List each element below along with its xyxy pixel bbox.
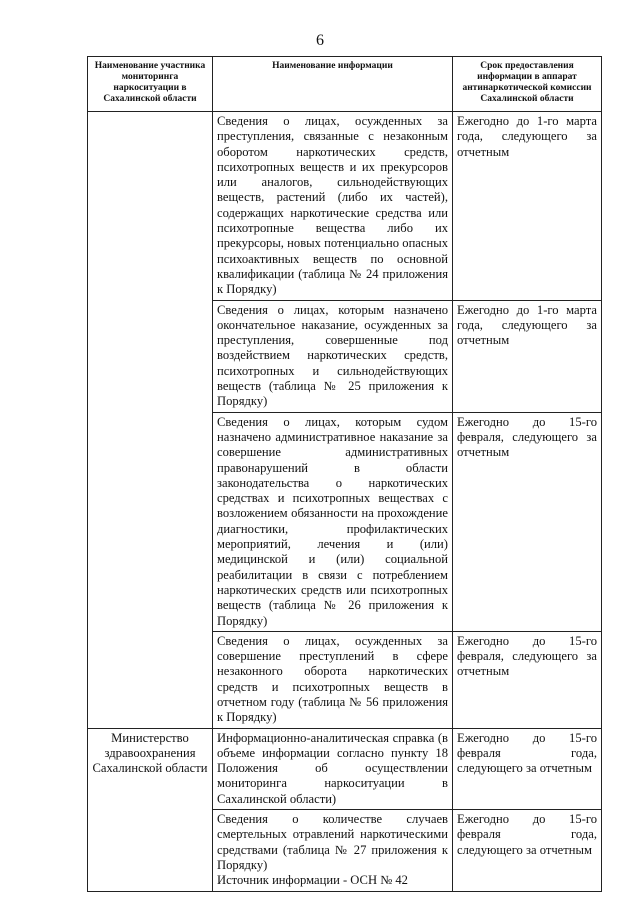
monitoring-table bbox=[87, 56, 602, 892]
participant-cell: Министерство здравоохранения Сахалинской области bbox=[88, 728, 213, 891]
table-row bbox=[88, 112, 602, 301]
info-text: Сведения о количестве случаев смертельных отравлений наркотическими средствами (таблица № 27 приложения к Порядку) bbox=[217, 812, 448, 872]
term-cell: Ежегодно до 15-го февраля года, следующего за отчетным bbox=[453, 810, 602, 891]
term-cell: Ежегодно до 1-го марта года, следующего за отчетным bbox=[453, 300, 602, 412]
header-term: Срок предоставления информации в аппарат антинаркотической комиссии Сахалинской области bbox=[453, 57, 602, 112]
term-cell: Ежегодно до 15-го февраля года, следующего за отчетным bbox=[453, 728, 602, 809]
info-cell bbox=[213, 810, 453, 891]
header-info: Наименование информации bbox=[213, 57, 453, 112]
term-cell: Ежегодно до 1-го марта года, следующего за отчетным bbox=[453, 112, 602, 301]
participant-cell bbox=[88, 112, 213, 729]
info-source: Источник информации - ОСН № 42 bbox=[217, 873, 408, 888]
info-cell: Информационно-аналитическая справка (в объеме информации согласно пункту 18 Положения об осуществлении мониторинга наркоситуации в Сахалинской области) bbox=[213, 728, 453, 809]
info-cell: Сведения о лицах, осужденных за совершение преступлений в сфере незаконного оборота наркотических средств и психотропных веществ в отчетном году (таблица № 56 приложения к Порядку) bbox=[213, 631, 453, 728]
table-header-row bbox=[88, 57, 602, 112]
info-cell: Сведения о лицах, которым судом назначено административное наказание за совершение административных правонарушений в области законодательства о наркотических средствах и психотропных веществах с возложением обязанности на прохождение диагностики, профилактических мероприятий, лечения и (или) медицинской и (или) социальной реабилитации в связи с потреблением наркотических средств или психотропных веществ (таблица № 26 приложения к Порядку) bbox=[213, 412, 453, 631]
page-number: 6 bbox=[316, 32, 324, 49]
table-row bbox=[88, 728, 602, 809]
term-cell: Ежегодно до 15-го февраля, следующего за отчетным bbox=[453, 412, 602, 631]
header-participant: Наименование участника мониторинга наркоситуации в Сахалинской области bbox=[88, 57, 213, 112]
info-cell: Сведения о лицах, осужденных за преступления, связанные с незаконным оборотом наркотических средств, психотропных веществ и их прекурсоров или аналогов, сильнодействующих веществ, растений (либо их частей), содержащих наркотические средства или психотропные вещества либо их прекурсоры, новых потенциально опасных психоактивных веществ по основной квалификации (таблица № 24 приложения к Порядку) bbox=[213, 112, 453, 301]
term-cell: Ежегодно до 15-го февраля, следующего за отчетным bbox=[453, 631, 602, 728]
info-cell: Сведения о лицах, которым назначено окончательное наказание, осужденных за преступления, совершенные под воздействием наркотических средств, психотропных и сильнодействующих веществ (таблица № 25 приложения к Порядку) bbox=[213, 300, 453, 412]
